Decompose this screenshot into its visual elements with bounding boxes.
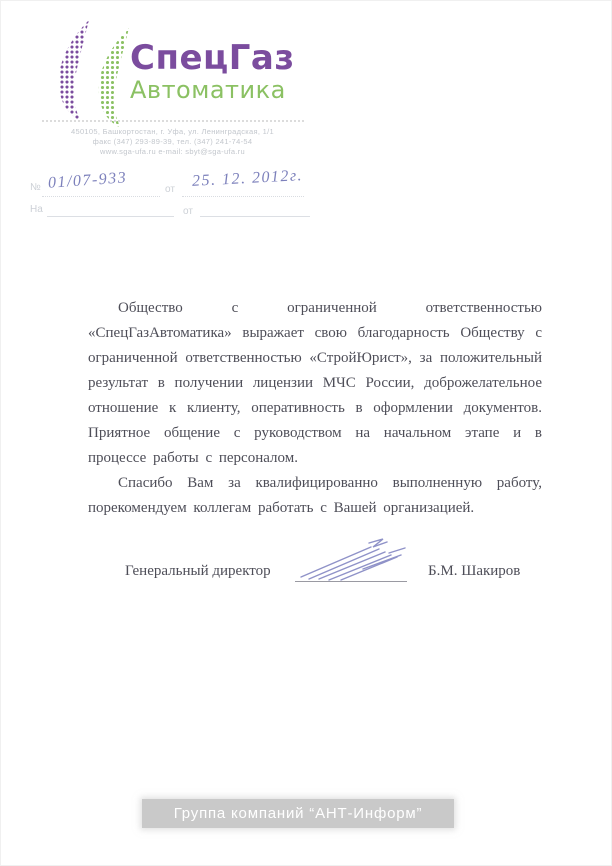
footer-company-group: Группа компаний “АНТ-Информ” bbox=[173, 805, 423, 822]
ref-number-handwritten: 01/07-933 bbox=[47, 169, 128, 192]
ref-number-line bbox=[42, 195, 160, 197]
contact-web-email: www.sga-ufa.ru e-mail: sbyt@sga-ufa.ru bbox=[100, 147, 245, 156]
logo-wordmark bbox=[130, 40, 295, 103]
contact-phones: факс (347) 293-89-39, тел. (347) 241-74-54 bbox=[92, 137, 253, 146]
na-line bbox=[47, 215, 174, 217]
logo-title: СпецГаз bbox=[130, 38, 295, 78]
signatory-position: Генеральный директор bbox=[125, 563, 271, 579]
logo-flame-green-icon bbox=[99, 28, 129, 128]
ref-date-line bbox=[182, 195, 304, 197]
signatory-name: Б.М. Шакиров bbox=[428, 563, 521, 579]
na-from-label: от bbox=[183, 206, 193, 217]
ref-from-label: от bbox=[165, 184, 175, 195]
signature-line bbox=[295, 581, 407, 582]
footer-banner bbox=[142, 799, 454, 828]
logo-subtitle: Автоматика bbox=[130, 76, 286, 104]
letter-paragraph-1: Общество с ограниченной ответственностью «СпецГазАвтоматика» выражает свою благодарность Обществу с ограниченной ответственностью «СтройЮрист», за положительный результат в получении лицензии МЧС России, доброжелательное отношение к клиенту, оперативность в оформлении документов. Приятное общение с руководством на начальном этапе и в процессе работы с персоналом. bbox=[88, 300, 542, 466]
letter-body bbox=[88, 296, 542, 521]
ref-date-handwritten: 25. 12. 2012г. bbox=[191, 167, 304, 190]
letterhead-contact bbox=[30, 127, 315, 157]
logo-flame-purple-icon bbox=[59, 20, 89, 121]
letter-paragraph-2: Спасибо Вам за квалифицированно выполненную работу, порекомендуем коллегам работать с Вашей организацией. bbox=[88, 475, 542, 516]
letterhead-divider bbox=[42, 120, 304, 122]
na-label: На bbox=[30, 204, 43, 215]
contact-address: 450105, Башкортостан, г. Уфа, ул. Ленинградская, 1/1 bbox=[71, 127, 274, 136]
ref-number-label: № bbox=[30, 182, 41, 193]
na-from-line bbox=[200, 215, 310, 217]
